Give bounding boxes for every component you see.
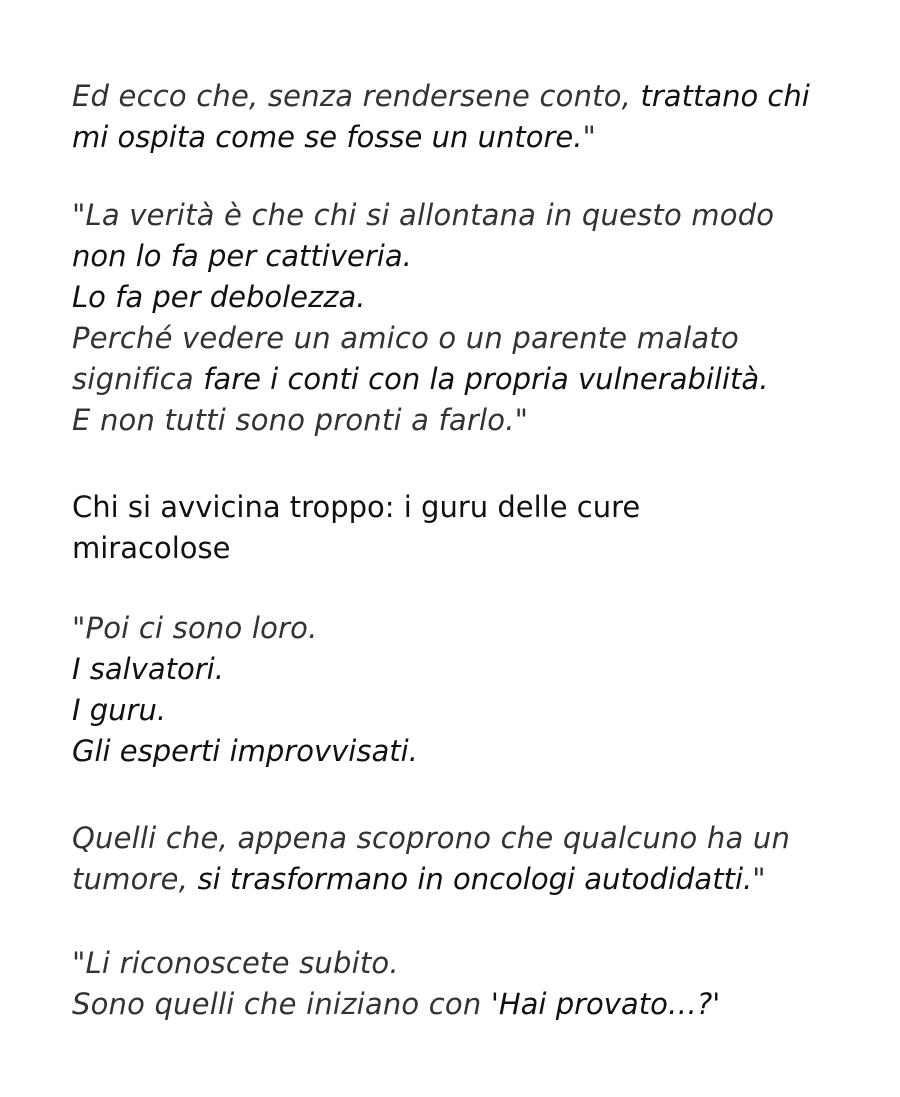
text-run: I salvatori. <box>72 652 224 686</box>
text-line <box>72 731 832 772</box>
text-line <box>72 608 832 649</box>
text-run: non lo fa per cattiveria. <box>72 239 412 273</box>
text-line <box>72 859 832 900</box>
text-line <box>72 359 832 400</box>
text-run: 'Hai provato…?' <box>490 987 721 1021</box>
text-run: Lo fa per debolezza. <box>72 280 366 314</box>
text-line <box>72 984 832 1025</box>
text-run: Gli esperti improvvisati. <box>72 734 418 768</box>
text-run: tumore, <box>72 862 198 896</box>
text-run: " <box>752 862 766 896</box>
text-run: significa <box>72 362 204 396</box>
text-line <box>72 690 832 731</box>
section-heading <box>72 487 832 569</box>
text-line <box>72 943 832 984</box>
text-line <box>72 76 832 117</box>
text-run: fare i conti con la propria vulnerabilità. <box>203 362 769 396</box>
text-run: mi ospita come se fosse un untore. <box>72 120 583 154</box>
text-run: si trasformano in oncologi autodidatti. <box>197 862 753 896</box>
paragraph-untore <box>72 76 832 158</box>
heading-line <box>72 528 832 569</box>
paragraph-verita <box>72 195 832 441</box>
text-line <box>72 195 832 236</box>
text-run: miracolose <box>72 531 231 565</box>
text-line <box>72 818 832 859</box>
text-run: " <box>582 120 596 154</box>
text-run: Sono quelli che iniziano con <box>72 987 491 1021</box>
text-line <box>72 117 832 158</box>
paragraph-oncologi <box>72 818 832 900</box>
text-line <box>72 400 832 441</box>
text-run: Ed ecco che, senza rendersene conto, <box>72 79 641 113</box>
text-run: Chi si avvicina troppo: i guru delle cure <box>72 490 641 524</box>
text-line <box>72 649 832 690</box>
text-line <box>72 277 832 318</box>
text-run: "Li riconoscete subito. <box>72 946 399 980</box>
paragraph-hai-provato <box>72 943 832 1025</box>
paragraph-salvatori <box>72 608 832 772</box>
text-run: "La verità è che chi si allontana in questo modo <box>72 198 775 232</box>
text-run: Perché vedere un amico o un parente malato <box>72 321 739 355</box>
text-run: E non tutti sono pronti a farlo." <box>72 403 529 437</box>
text-line <box>72 318 832 359</box>
heading-line <box>72 487 832 528</box>
text-line <box>72 236 832 277</box>
text-run: I guru. <box>72 693 167 727</box>
text-run: "Poi ci sono loro. <box>72 611 318 645</box>
text-run: Quelli che, appena scoprono che qualcuno ha un <box>72 821 791 855</box>
text-run: trattano chi <box>640 79 810 113</box>
